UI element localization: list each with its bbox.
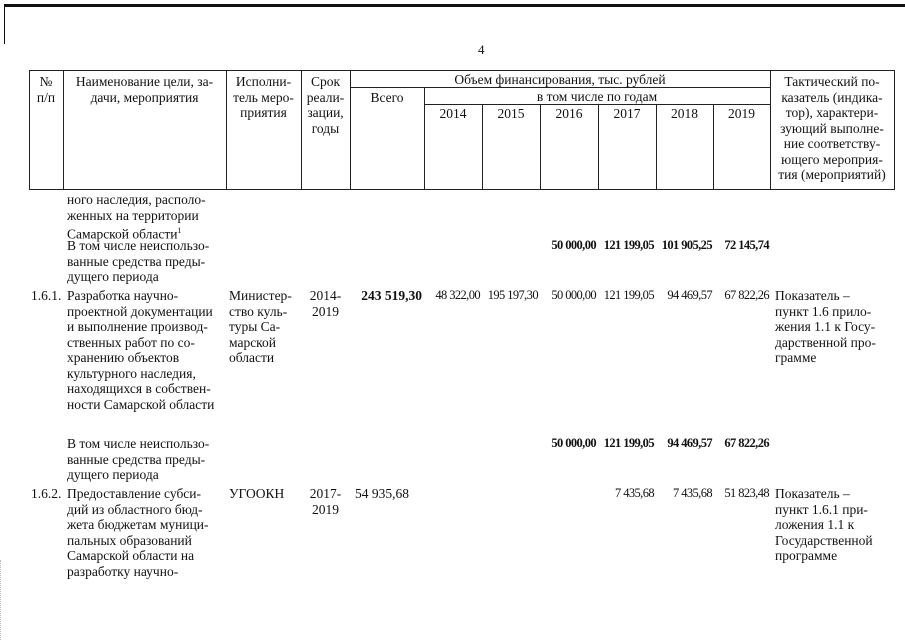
unused-funds-2-2016: 50 000,00 [551, 436, 596, 450]
carry-over-text [67, 192, 229, 242]
header-year-2019: 2019 [728, 106, 755, 121]
row-2019-1-6-2: 51 823,48 [724, 486, 769, 500]
page-left-border [4, 4, 5, 44]
row-total-1-6-1: 243 519,30 [361, 288, 422, 303]
unused-funds-2016: 50 000,00 [551, 238, 596, 252]
header-funding: Объем финансирования, тыс. рублей [454, 72, 666, 87]
header-year-2015: 2015 [497, 106, 525, 121]
row-2017-1-6-2: 7 435,68 [615, 486, 654, 500]
footnote-mark: 1 [177, 226, 182, 235]
row-2019-1-6-1: 67 822,26 [724, 288, 769, 302]
row-total-1-6-2: 54 935,68 [355, 486, 409, 501]
header-by-years: в том числе по годам [536, 89, 658, 104]
row-number-1-6-2: 1.6.2. [31, 486, 62, 501]
header-year-2016: 2016 [555, 106, 583, 121]
header-number: № п/п [36, 74, 56, 105]
page-number: 4 [478, 42, 485, 57]
header-name: Наименование цели, за- дачи, мероприятия [75, 74, 214, 105]
row-executor-1-6-2: УГООКН [229, 486, 285, 501]
unused-funds-2-2018: 94 469,57 [667, 436, 712, 450]
unused-funds-2018: 101 905,25 [661, 238, 712, 252]
row-term-1-6-2: 2017- 2019 [309, 486, 342, 517]
row-2014-1-6-1: 48 322,00 [435, 288, 480, 302]
header-year-2017: 2017 [613, 106, 641, 121]
row-name-1-6-2: Предоставление субси- дий из областного бюд- жета бюджетам муници- пальных образований Самарской области на разработку научно- [67, 486, 209, 579]
carry-over-name: ного наследия, располо- женных на территории Самарской области [67, 192, 206, 242]
header-year-2018: 2018 [671, 106, 698, 121]
page-top-border [4, 4, 905, 7]
unused-funds-2-2017: 121 199,05 [603, 436, 654, 450]
unused-funds-2017: 121 199,05 [603, 238, 654, 252]
row-indicator-1-6-1: Показатель – пункт 1.6 прило- жения 1.1 к Госу- дарственной про- грамме [775, 288, 876, 365]
header-year-2014: 2014 [439, 106, 467, 121]
unused-funds-label-2: В том числе неиспользо- ванные средства преды- дущего периода [67, 436, 210, 482]
row-term-1-6-1: 2014- 2019 [309, 288, 342, 319]
row-2017-1-6-1: 121 199,05 [603, 288, 654, 302]
row-name-1-6-1: Разработка научно- проектной документации и выполнение производ- ственных работ по со- хранению объектов культурного наследия, находящихся в собствен- ности Самарской области [67, 288, 215, 412]
row-2018-1-6-1: 94 469,57 [667, 288, 712, 302]
header-term: Срок реали- зации, годы [306, 74, 345, 136]
row-indicator-1-6-2: Показатель – пункт 1.6.1 при- ложения 1.1 к Государственной программе [775, 486, 873, 563]
unused-funds-label: В том числе неиспользо- ванные средства преды- дущего периода [67, 238, 210, 284]
row-2016-1-6-1: 50 000,00 [551, 288, 596, 302]
header-executor: Исполни- тель меро- приятия [233, 74, 294, 120]
row-2015-1-6-1: 195 197,30 [487, 288, 538, 302]
row-executor-1-6-1: Министер- ство куль- туры Са- марской области [229, 288, 292, 365]
scan-margin-artifact [0, 560, 3, 640]
unused-funds-2-2019: 67 822,26 [724, 436, 769, 450]
header-total: Всего [370, 90, 404, 105]
unused-funds-2019: 72 145,74 [724, 238, 769, 252]
row-2018-1-6-2: 7 435,68 [673, 486, 712, 500]
header-indicator: Тактический по- казатель (индика- тор), характери- зующий выполне- ние соответству- ющего мероприя- тия (мероприятий) [778, 74, 886, 182]
row-number-1-6-1: 1.6.1. [31, 288, 62, 303]
